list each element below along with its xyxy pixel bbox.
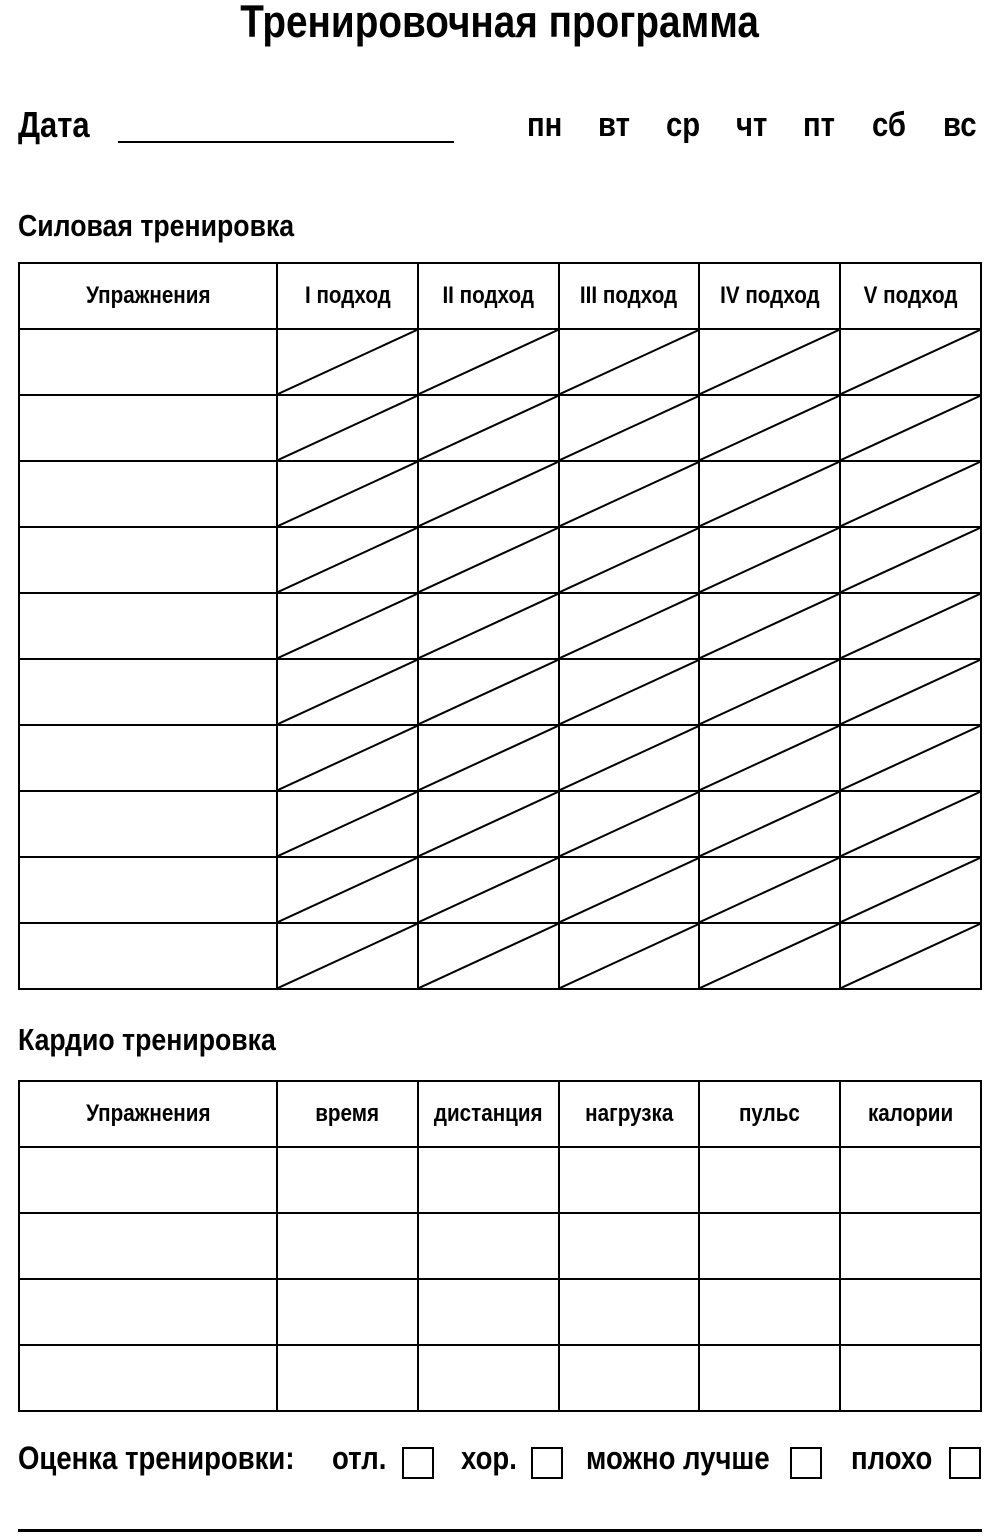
value-cell[interactable] <box>277 1345 418 1411</box>
diagonal-divider <box>278 528 417 592</box>
cardio-column-header <box>559 1081 700 1147</box>
column-header-label: II подход <box>442 282 534 309</box>
set-cell[interactable] <box>418 725 559 791</box>
rating-label: Оценка тренировки: <box>18 1440 295 1476</box>
exercise-cell[interactable] <box>19 1279 277 1345</box>
strength-table <box>18 262 982 990</box>
set-cell[interactable] <box>840 857 981 923</box>
value-cell[interactable] <box>277 1279 418 1345</box>
exercise-cell[interactable] <box>19 527 277 593</box>
diagonal-divider <box>841 528 980 592</box>
diagonal-divider <box>278 924 417 988</box>
set-cell[interactable] <box>699 791 840 857</box>
diagonal-divider <box>278 330 417 394</box>
column-header-label: дистанция <box>433 1100 543 1127</box>
diagonal-divider <box>700 528 839 592</box>
set-cell[interactable] <box>559 593 700 659</box>
diagonal-divider <box>560 462 699 526</box>
value-cell[interactable] <box>418 1279 559 1345</box>
set-cell[interactable] <box>418 395 559 461</box>
diagonal-divider <box>419 792 558 856</box>
diagonal-divider <box>419 726 558 790</box>
rating-checkbox-good[interactable] <box>531 1447 563 1479</box>
set-cell[interactable] <box>559 395 700 461</box>
diagonal-divider <box>700 594 839 658</box>
strength-column-header <box>277 263 418 329</box>
column-header-label: калории <box>867 1100 954 1127</box>
diagonal-divider <box>700 462 839 526</box>
diagonal-divider <box>419 858 558 922</box>
day-sat[interactable]: сб <box>872 106 906 144</box>
value-cell[interactable] <box>699 1279 840 1345</box>
value-cell[interactable] <box>840 1147 981 1213</box>
set-cell[interactable] <box>699 527 840 593</box>
diagonal-divider <box>841 792 980 856</box>
day-fri[interactable]: пт <box>803 106 835 144</box>
diagonal-divider <box>841 924 980 988</box>
diagonal-divider <box>560 528 699 592</box>
value-cell[interactable] <box>840 1213 981 1279</box>
set-cell[interactable] <box>699 329 840 395</box>
set-cell[interactable] <box>277 725 418 791</box>
strength-table-row <box>19 593 981 659</box>
exercise-cell[interactable] <box>19 923 277 989</box>
set-cell[interactable] <box>840 725 981 791</box>
exercise-cell[interactable] <box>19 725 277 791</box>
exercise-cell[interactable] <box>19 1213 277 1279</box>
rating-checkbox-excellent[interactable] <box>402 1447 434 1479</box>
value-cell[interactable] <box>699 1147 840 1213</box>
set-cell[interactable] <box>418 593 559 659</box>
set-cell[interactable] <box>840 461 981 527</box>
value-cell[interactable] <box>840 1345 981 1411</box>
value-cell[interactable] <box>277 1213 418 1279</box>
column-header-label: IV подход <box>720 282 820 309</box>
notes-line[interactable] <box>18 1529 982 1532</box>
set-cell[interactable] <box>418 659 559 725</box>
diagonal-divider <box>700 792 839 856</box>
set-cell[interactable] <box>559 461 700 527</box>
diagonal-divider <box>841 396 980 460</box>
column-header-label: III подход <box>580 282 678 309</box>
strength-table-row <box>19 329 981 395</box>
diagonal-divider <box>700 924 839 988</box>
set-cell[interactable] <box>277 593 418 659</box>
diagonal-divider <box>700 330 839 394</box>
set-cell[interactable] <box>559 527 700 593</box>
set-cell[interactable] <box>418 461 559 527</box>
diagonal-divider <box>841 858 980 922</box>
strength-column-header <box>418 263 559 329</box>
cardio-column-header <box>418 1081 559 1147</box>
cardio-table-row <box>19 1345 981 1411</box>
column-header-label: Упражнения <box>85 1100 211 1127</box>
exercise-cell[interactable] <box>19 1147 277 1213</box>
diagonal-divider <box>560 594 699 658</box>
diagonal-divider <box>560 858 699 922</box>
strength-table-row <box>19 395 981 461</box>
exercise-cell[interactable] <box>19 659 277 725</box>
diagonal-divider <box>700 726 839 790</box>
rating-option-label: отл. <box>332 1440 387 1476</box>
set-cell[interactable] <box>277 791 418 857</box>
page-title: Тренировочная программа <box>240 0 760 47</box>
exercise-cell[interactable] <box>19 857 277 923</box>
strength-table-row <box>19 857 981 923</box>
exercise-cell[interactable] <box>19 1345 277 1411</box>
set-cell[interactable] <box>840 527 981 593</box>
set-cell[interactable] <box>277 329 418 395</box>
set-cell[interactable] <box>277 461 418 527</box>
cardio-table <box>18 1080 982 1412</box>
day-tue[interactable]: вт <box>598 106 630 144</box>
set-cell[interactable] <box>559 725 700 791</box>
diagonal-divider <box>560 924 699 988</box>
diagonal-divider <box>560 660 699 724</box>
set-cell[interactable] <box>699 857 840 923</box>
set-cell[interactable] <box>840 659 981 725</box>
set-cell[interactable] <box>840 791 981 857</box>
exercise-cell[interactable] <box>19 791 277 857</box>
value-cell[interactable] <box>559 1147 700 1213</box>
strength-column-header <box>840 263 981 329</box>
strength-table-row <box>19 461 981 527</box>
day-wed[interactable]: ср <box>666 106 701 144</box>
set-cell[interactable] <box>277 527 418 593</box>
column-header-label: I подход <box>304 282 391 309</box>
diagonal-divider <box>560 330 699 394</box>
column-header-label: время <box>315 1100 380 1127</box>
set-cell[interactable] <box>559 923 700 989</box>
value-cell[interactable] <box>559 1213 700 1279</box>
diagonal-divider <box>278 792 417 856</box>
set-cell[interactable] <box>559 791 700 857</box>
set-cell[interactable] <box>559 329 700 395</box>
column-header-label: пульс <box>739 1100 801 1127</box>
exercise-cell[interactable] <box>19 395 277 461</box>
value-cell[interactable] <box>559 1345 700 1411</box>
column-header-label: нагрузка <box>584 1100 674 1127</box>
strength-column-header <box>699 263 840 329</box>
cardio-table-row <box>19 1279 981 1345</box>
set-cell[interactable] <box>277 395 418 461</box>
cardio-heading: Кардио тренировка <box>18 1022 276 1057</box>
set-cell[interactable] <box>559 857 700 923</box>
column-header-label: V подход <box>863 282 958 309</box>
diagonal-divider <box>278 858 417 922</box>
strength-table-row <box>19 527 981 593</box>
diagonal-divider <box>419 330 558 394</box>
cardio-column-header <box>699 1081 840 1147</box>
diagonal-divider <box>841 660 980 724</box>
value-cell[interactable] <box>840 1279 981 1345</box>
value-cell[interactable] <box>418 1147 559 1213</box>
diagonal-divider <box>419 396 558 460</box>
exercise-cell[interactable] <box>19 593 277 659</box>
column-header-label: Упражнения <box>85 282 211 309</box>
diagonal-divider <box>841 462 980 526</box>
exercise-cell[interactable] <box>19 329 277 395</box>
date-field[interactable] <box>118 141 454 143</box>
value-cell[interactable] <box>418 1213 559 1279</box>
diagonal-divider <box>419 660 558 724</box>
set-cell[interactable] <box>418 329 559 395</box>
set-cell[interactable] <box>840 329 981 395</box>
diagonal-divider <box>700 396 839 460</box>
value-cell[interactable] <box>559 1279 700 1345</box>
set-cell[interactable] <box>418 923 559 989</box>
set-cell[interactable] <box>699 593 840 659</box>
rating-option-label: можно лучше <box>586 1440 770 1476</box>
set-cell[interactable] <box>277 659 418 725</box>
set-cell[interactable] <box>418 791 559 857</box>
set-cell[interactable] <box>840 395 981 461</box>
diagonal-divider <box>560 792 699 856</box>
set-cell[interactable] <box>418 527 559 593</box>
diagonal-divider <box>278 726 417 790</box>
diagonal-divider <box>278 660 417 724</box>
diagonal-divider <box>419 528 558 592</box>
cardio-column-header <box>19 1081 277 1147</box>
set-cell[interactable] <box>699 461 840 527</box>
rating-option-label: плохо <box>851 1440 933 1476</box>
set-cell[interactable] <box>699 395 840 461</box>
diagonal-divider <box>419 924 558 988</box>
day-thu[interactable]: чт <box>736 106 768 144</box>
cardio-table-row <box>19 1213 981 1279</box>
day-mon[interactable]: пн <box>527 106 563 144</box>
diagonal-divider <box>700 660 839 724</box>
diagonal-divider <box>700 858 839 922</box>
strength-table-row <box>19 659 981 725</box>
value-cell[interactable] <box>699 1213 840 1279</box>
cardio-column-header <box>277 1081 418 1147</box>
diagonal-divider <box>841 330 980 394</box>
diagonal-divider <box>419 462 558 526</box>
strength-table-row <box>19 923 981 989</box>
value-cell[interactable] <box>418 1345 559 1411</box>
date-label: Дата <box>18 104 90 145</box>
diagonal-divider <box>841 594 980 658</box>
diagonal-divider <box>841 726 980 790</box>
diagonal-divider <box>278 396 417 460</box>
set-cell[interactable] <box>840 593 981 659</box>
set-cell[interactable] <box>699 725 840 791</box>
cardio-column-header <box>840 1081 981 1147</box>
set-cell[interactable] <box>277 923 418 989</box>
strength-table-row <box>19 791 981 857</box>
rating-checkbox-could-be-better[interactable] <box>790 1447 822 1479</box>
diagonal-divider <box>560 726 699 790</box>
diagonal-divider <box>560 396 699 460</box>
strength-column-header <box>19 263 277 329</box>
set-cell[interactable] <box>277 857 418 923</box>
exercise-cell[interactable] <box>19 461 277 527</box>
value-cell[interactable] <box>277 1147 418 1213</box>
diagonal-divider <box>278 594 417 658</box>
set-cell[interactable] <box>840 923 981 989</box>
set-cell[interactable] <box>559 659 700 725</box>
diagonal-divider <box>419 594 558 658</box>
strength-column-header <box>559 263 700 329</box>
set-cell[interactable] <box>699 923 840 989</box>
rating-checkbox-bad[interactable] <box>949 1447 981 1479</box>
cardio-table-row <box>19 1147 981 1213</box>
rating-option-label: хор. <box>461 1440 517 1476</box>
diagonal-divider <box>278 462 417 526</box>
value-cell[interactable] <box>699 1345 840 1411</box>
strength-heading: Силовая тренировка <box>18 208 295 243</box>
set-cell[interactable] <box>699 659 840 725</box>
set-cell[interactable] <box>418 857 559 923</box>
day-sun[interactable]: вс <box>943 106 977 144</box>
strength-table-row <box>19 725 981 791</box>
